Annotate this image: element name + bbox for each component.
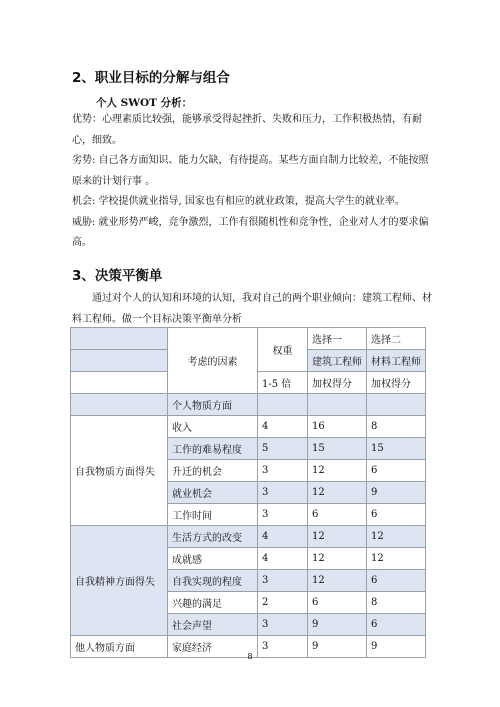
swot-threats: 威胁: 就业形势严峻，竞争激烈，工作有很随机性和竞争性，企业对人才的要求偏高。 — [72, 216, 429, 248]
table-cell — [367, 394, 426, 416]
row-item: 生活方式的改变 — [168, 526, 258, 548]
swot-paragraphs — [72, 110, 438, 254]
row-weight: 4 — [258, 548, 308, 570]
row-score-2: 9 — [367, 636, 426, 658]
row-weight: 3 — [258, 614, 308, 636]
table-cell — [71, 394, 168, 416]
intro-text: 通过对个人的认知和环境的认知，我对自己的两个职业倾向：建筑工程师、材料工程师。做一个目标决策平衡单分析 — [72, 293, 432, 325]
row-score-2: 8 — [367, 592, 426, 614]
group-1-header: 个人物质方面 — [168, 394, 258, 416]
group-header-row — [71, 394, 426, 416]
row-weight: 5 — [258, 438, 308, 460]
row-weight: 4 — [258, 526, 308, 548]
header-score-1: 加权得分 — [308, 372, 367, 394]
group-1-name: 自我物质方面得失 — [71, 416, 168, 526]
swot-strengths: 优势：心理素质比较强，能够承受得起挫折、失败和压力，工作积极热情，有耐心，细致。 — [72, 114, 422, 146]
row-item: 社会声望 — [168, 614, 258, 636]
row-score-2: 9 — [367, 482, 426, 504]
header-factor: 考虑的因素 — [168, 328, 258, 394]
row-item: 自我实现的程度 — [168, 570, 258, 592]
row-score-1: 16 — [308, 416, 367, 438]
decision-balance-table — [70, 327, 426, 658]
table-cell — [308, 394, 367, 416]
group-2-name: 自我精神方面得失 — [71, 526, 168, 636]
row-item: 成就感 — [168, 548, 258, 570]
group-3-name: 他人物质方面 — [71, 636, 168, 658]
table-row — [71, 526, 426, 548]
row-item: 工作的难易程度 — [168, 438, 258, 460]
row-item: 就业机会 — [168, 482, 258, 504]
header-job-2: 材料工程师 — [367, 350, 426, 372]
row-item: 升迁的机会 — [168, 460, 258, 482]
row-item: 收入 — [168, 416, 258, 438]
row-weight: 2 — [258, 592, 308, 614]
row-weight: 3 — [258, 482, 308, 504]
row-score-2: 6 — [367, 460, 426, 482]
page-number: 8 — [247, 652, 253, 661]
row-score-1: 12 — [308, 460, 367, 482]
row-score-2: 6 — [367, 570, 426, 592]
header-choice-2: 选择二 — [367, 328, 426, 350]
row-score-1: 12 — [308, 570, 367, 592]
row-score-2: 6 — [367, 614, 426, 636]
row-score-1: 9 — [308, 636, 367, 658]
row-score-2: 6 — [367, 504, 426, 526]
row-score-1: 12 — [308, 482, 367, 504]
table-header-row — [71, 328, 426, 350]
corner-cell — [71, 328, 168, 350]
section-2-heading: 2、职业目标的分解与组合 — [72, 70, 230, 86]
swot-opportunities: 机会: 学校提供就业指导, 国家也有相应的就业政策，提高大学生的就业率。 — [72, 196, 405, 207]
table-row — [71, 416, 426, 438]
section-3-heading: 3、决策平衡单 — [72, 268, 163, 284]
row-score-1: 15 — [308, 438, 367, 460]
row-weight: 3 — [258, 504, 308, 526]
row-score-2: 15 — [367, 438, 426, 460]
row-weight: 3 — [258, 570, 308, 592]
row-score-1: 12 — [308, 526, 367, 548]
row-weight: 3 — [258, 636, 308, 658]
swot-weaknesses: 劣势: 自己各方面知识、能力欠缺，有待提高。某些方面自制力比较差，不能按照原来的计划行事 。 — [72, 155, 429, 187]
row-score-1: 6 — [308, 504, 367, 526]
row-weight: 3 — [258, 460, 308, 482]
row-score-1: 12 — [308, 548, 367, 570]
header-job-1: 建筑工程师 — [308, 350, 367, 372]
row-score-2: 8 — [367, 416, 426, 438]
row-score-2: 12 — [367, 548, 426, 570]
row-score-1: 6 — [308, 592, 367, 614]
section-3-intro — [72, 289, 438, 330]
header-weight-range: 1-5 倍 — [258, 372, 308, 394]
row-item: 兴趣的满足 — [168, 592, 258, 614]
row-item: 工作时间 — [168, 504, 258, 526]
corner-cell — [71, 350, 168, 372]
header-choice-1: 选择一 — [308, 328, 367, 350]
row-item: 家庭经济 — [168, 636, 258, 658]
row-score-2: 12 — [367, 526, 426, 548]
header-score-2: 加权得分 — [367, 372, 426, 394]
row-score-1: 9 — [308, 614, 367, 636]
table-cell — [258, 394, 308, 416]
corner-cell — [71, 372, 168, 394]
header-weight: 权重 — [258, 328, 308, 372]
swot-title: 个人 SWOT 分析： — [96, 97, 193, 109]
row-weight: 4 — [258, 416, 308, 438]
